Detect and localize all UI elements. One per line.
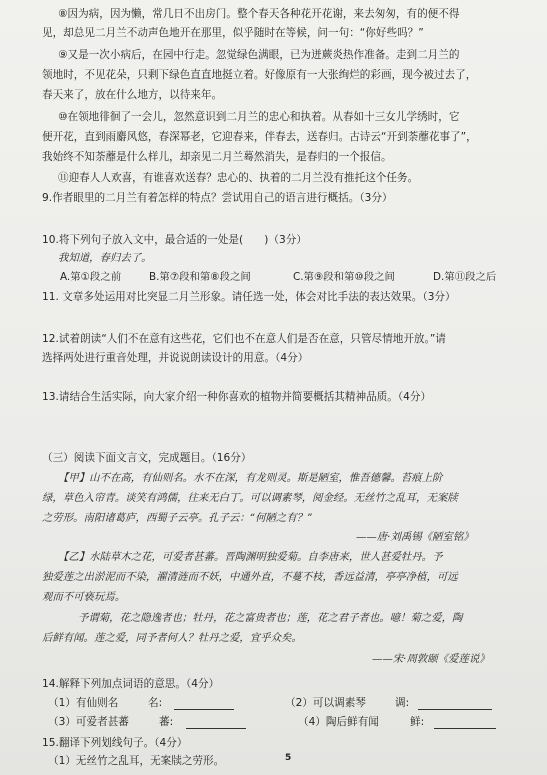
question-11: 11. 文章多处运用对比突显二月兰形象。请任选一处，体会对比手法的表达效果。（3分） [42, 291, 456, 303]
q14-item3-blank[interactable] [186, 728, 246, 729]
question-10-option-d: D.第⑪段之后 [433, 271, 497, 283]
q14-item1-word: 名: [148, 697, 163, 709]
question-10-option-b: B.第⑦段和第⑧段之间 [149, 271, 251, 283]
q14-item3-word: 蕃: [159, 716, 174, 728]
jia-line1: 【甲】山不在高，有仙则名。水不在深，有龙则灵。斯是陋室，惟吾德馨。苔痕上阶 [58, 472, 443, 484]
question-10-stem: 10.将下列句子放入文中，最合适的一处是( )（3分） [42, 234, 307, 246]
yi-line4: 予谓菊，花之隐逸者也；牡丹，花之富贵者也；莲，花之君子者也。噫！菊之爱，陶 [78, 612, 463, 624]
q14-item2-word: 调: [395, 697, 410, 709]
question-9: 9.作者眼里的二月兰有着怎样的特点？尝试用自己的语言进行概括。（3分） [42, 192, 393, 204]
yi-line5: 后鲜有闻。莲之爱，同予者何人？牡丹之爱，宜乎众矣。 [42, 632, 302, 644]
q14-item2-blank[interactable] [418, 709, 492, 710]
question-12-line2: 选择两处进行重音处理，并说说朗读设计的用意。（4分） [42, 352, 309, 364]
page-number: 5 [285, 753, 292, 763]
yi-line3: 观而不可亵玩焉。 [42, 591, 126, 603]
q14-item4-word: 鲜: [410, 716, 425, 728]
jia-line2: 绿，草色入帘青。谈笑有鸿儒，往来无白丁。可以调素琴，阅金经。无丝竹之乱耳，无案牍 [42, 492, 458, 504]
q14-item3-text: （3）可爱者甚蕃 [48, 716, 129, 728]
yi-line1: 【乙】水陆草木之花，可爱者甚蕃。晋陶渊明独爱菊。自李唐来，世人甚爱牡丹。予 [58, 551, 443, 563]
para8-line2: 见，却总见二月兰不动声色地开在那里，似乎随时在等候，问一句：“你好些吗？” [42, 27, 424, 39]
jia-source: ——唐·刘禹锡《陋室铭》 [356, 531, 474, 543]
para10-line1: ⑩在领地徘徊了一会儿，忽然意识到二月兰的忠心和执着。从春如十三女儿学绣时，它 [58, 111, 460, 123]
para11-line1: ⑪迎春人人欢喜，有谁喜欢送春？忠心的、执着的二月兰没有推托这个任务。 [58, 172, 419, 184]
section-3-heading: （三）阅读下面文言文，完成题目。（16分） [42, 452, 252, 464]
jia-line3: 之劳形。南阳诸葛庐，西蜀子云亭。孔子云：“何陋之有？” [42, 512, 313, 524]
para9-line3: 春天来了，放在什么地方，以待来年。 [42, 89, 223, 101]
q14-item4-text: （4）陶后鲜有闻 [298, 716, 379, 728]
question-10-sentence: 我知道，春归去了。 [58, 252, 152, 264]
yi-line2: 独爱莲之出淤泥而不染，濯清涟而不妖，中通外直，不蔓不枝，香远益清，亭亭净植，可远 [42, 571, 458, 583]
question-15-stem: 15.翻译下列划线句子。（4分） [42, 737, 188, 749]
question-10-option-c: C.第⑨段和第⑩段之间 [293, 271, 395, 283]
para10-line3: 我始终不知荼蘼是什么样儿，却亲见二月兰蓦然消失，是春归的一个报信。 [42, 151, 392, 163]
q14-item4-blank[interactable] [434, 728, 496, 729]
q14-item1-text: （1）有仙则名 [48, 697, 119, 709]
para8-line1: ⑧因为病，因为懒，常几日不出房门。整个春天各种花开花谢，来去匆匆，有的便不得 [58, 8, 460, 20]
yi-source: ——宋·周敦颐《爱莲说》 [372, 653, 490, 665]
question-10-option-a: A.第①段之前 [60, 271, 122, 283]
question-12-line1: 12.试着朗读“人们不在意有这些花，它们也不在意人们是否在意，只管尽情地开放。”请 [42, 333, 446, 345]
q14-item1-blank[interactable] [174, 709, 234, 710]
para10-line2: 便开花，直到雨麝风悠，春深幂老，它迎春来，伴春去，送春归。古诗云“开到荼蘼花事了”， [42, 131, 477, 143]
q14-item2-text: （2）可以调素琴 [285, 697, 366, 709]
question-14-stem: 14.解释下列加点词语的意思。（4分） [42, 678, 220, 690]
question-13: 13.请结合生活实际，向大家介绍一种你喜欢的植物并简要概括其精神品质。（4分） [42, 391, 432, 403]
para9-line2: 领地时，不见花朵，只剩下绿色直直地挺立着。好像原有一大张绚烂的彩画，现今被过去了， [42, 69, 477, 81]
para9-line1: ⑨又是一次小病后，在园中行走。忽觉绿色满眼，已为迸蕨炎热作准备。走到二月兰的 [58, 49, 460, 61]
question-15-item1: （1）无丝竹之乱耳，无案牍之劳形。 [48, 755, 225, 767]
